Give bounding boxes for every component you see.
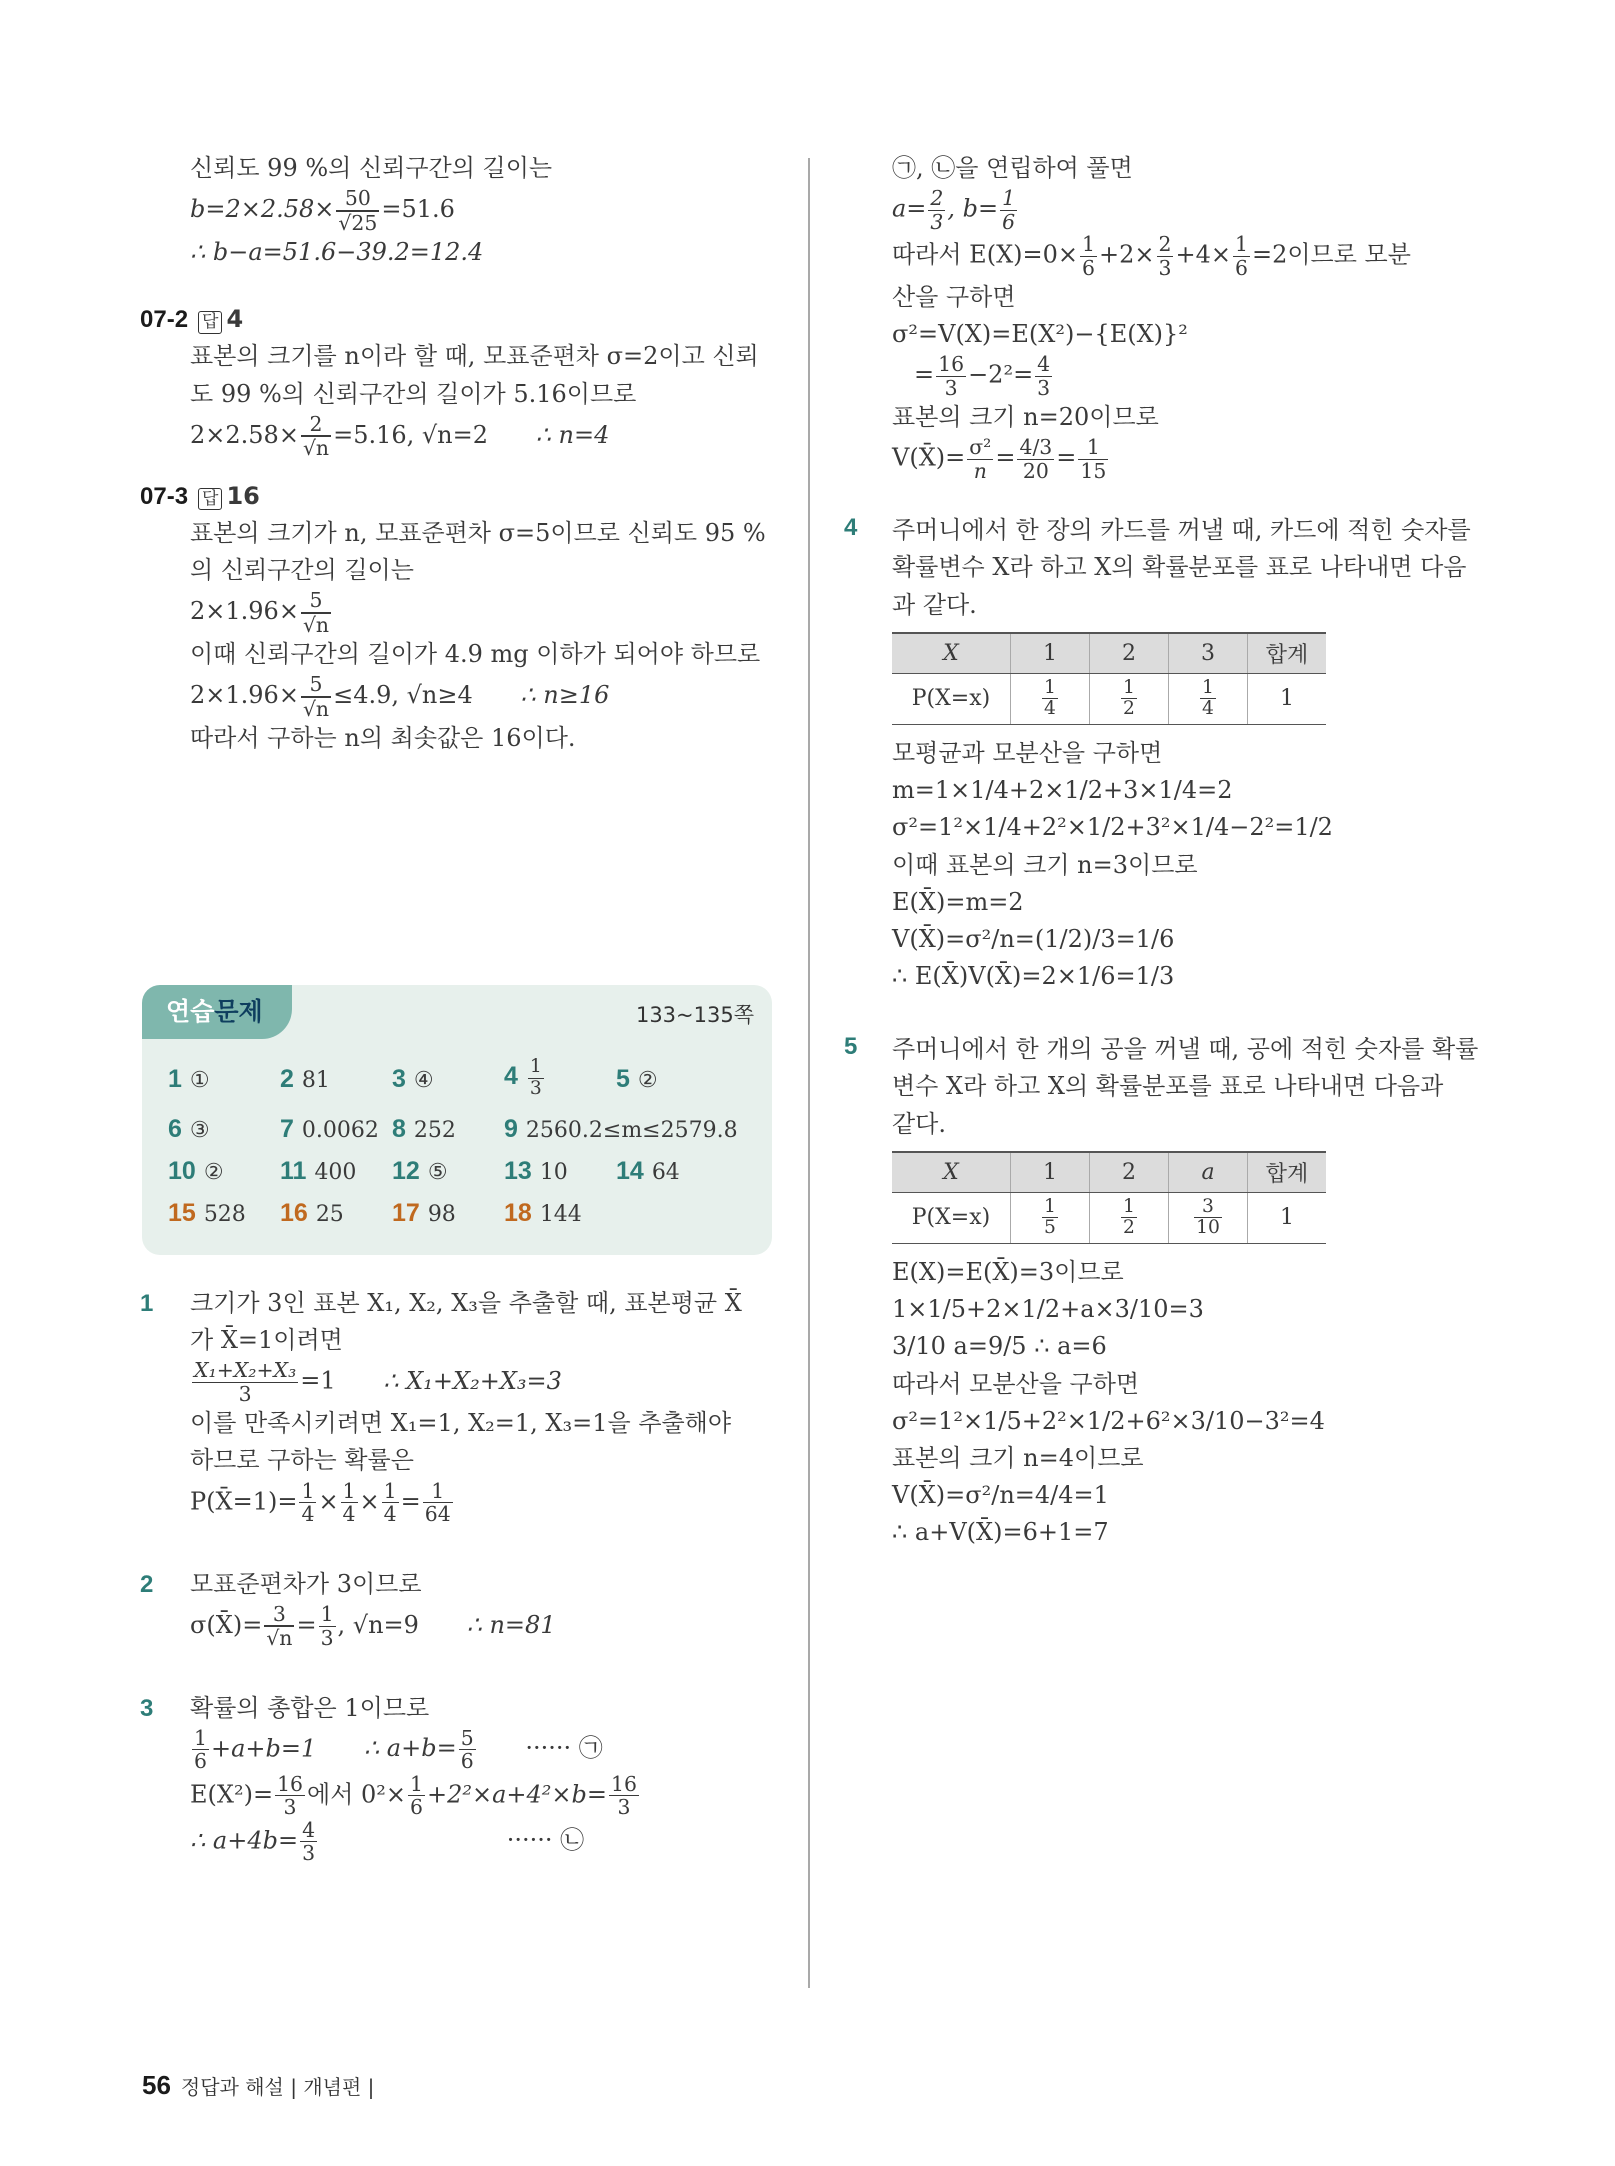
problem-2: 2 모표준편차가 3이므로 σ(X̄)= $\frac{3}{√n}$ = $\frac{1}{3}$ , √n=9 ∴ n=81: [140, 1566, 780, 1650]
practice-row: 6 ③ 7 0.0062 8 252 9 2560.2≤m≤2579.8: [168, 1115, 738, 1143]
problem-3: 3 확률의 총합은 1이므로 $\frac{1}{6}$ +a+b=1 ∴ a+b= $\frac{5}{6}$ ······ ㉠ E(X²)= $\frac{16}{3}$ 에서 0²× $\frac{1}{6}$ +2²×a+4²×b= $\frac{16}{3}$ ∴ a+4b= $\frac{4}{3}$ ······ ㉡: [140, 1690, 780, 1865]
probability-table: X 1 2 a 합계 P(X=x) $\frac{1}{5}$ $\frac{1}{2}$ $\frac{3}{10}$ 1: [892, 1151, 1326, 1244]
answer-value: 16: [226, 481, 260, 510]
left-column-lower: [140, 1285, 780, 1864]
practice-answers-box: [142, 985, 772, 1255]
footer-text: 정답과 해설 | 개념편 |: [180, 2075, 375, 2099]
equation: V(X̄)= $\frac{\text{σ²}}{n}$ = $\frac{4/3}{20}$ = $\frac{1}{15}$: [892, 435, 1107, 483]
practice-row: 15 528 16 25 17 98 18 144: [168, 1199, 582, 1227]
problem-07-2: 07-2 답 4 표본의 크기를 n이라 할 때, 모표준편차 σ=2이고 신뢰 도 99 %의 신뢰구간의 길이가 5.16이므로 2×2.58× $\frac{2}{√n}$ =5.16, √n=2 ∴ n=4: [140, 301, 780, 459]
b-equation: b=2×2.58× $\frac{50}{√25}$ =51.6: [190, 186, 455, 235]
problem-4: 4 주머니에서 한 장의 카드를 꺼낼 때, 카드에 적힌 숫자를 확률변수 X라 하고 X의 확률분포를 표로 나타내면 다음 과 같다. X 1 2 3 합계 P(X=x) $\frac{1}{4}$ $\frac{1}{2}$ $\frac{1}{4}$ 1 모평균과 모분산을 구하면 m=1×1/4+2×1/2+3×1/4=2 σ²=1²×1/4+2²×1/2+3²×1/4−2²=1/2 이때 표본의 크기 n=3이므로 E(X̄)=m=2 V(X̄)=σ²/n=(1/2)/3=1/6 ∴ E(X̄)V(X̄)=2×1/6=1/3: [844, 514, 1471, 991]
problem-5: 5 주머니에서 한 개의 공을 꺼낼 때, 공에 적힌 숫자를 확률 변수 X라 하고 X의 확률분포를 표로 나타내면 다음과 같다. X 1 2 a 합계 P(X=x) $\frac{1}{5}$ $\frac{1}{2}$ $\frac{3}{10}$ 1 E(X)=E(X̄)=3이므로 1×1/5+2×1/2+a×3/10=3 3/10 a=9/5 ∴ a=6 따라서 모분산을 구하면 σ²=1²×1/5+2²×1/2+6²×3/10−3²=4 표본의 크기 n=4이므로 V(X̄)=σ²/n=4/4=1 ∴ a+V(X̄)=6+1=7: [844, 1033, 1479, 1547]
right-column: [844, 150, 1492, 1551]
left-column: [140, 150, 780, 757]
probability-table: X 1 2 3 합계 P(X=x) $\frac{1}{4}$ $\frac{1}{2}$ $\frac{1}{4}$ 1: [892, 632, 1326, 725]
answer-mark: 답: [198, 488, 222, 510]
problem-3-continued: ㉠, ㉡을 연립하여 풀면 a= $\frac{2}{3}$ , b= $\frac{1}{6}$ 따라서 E(X)=0× $\frac{1}{6}$ +2× $\frac{2}{3}$ +4× $\frac{1}{6}$ =2이므로 모분 산을 구하면 σ²=V(X)=E(X²)−{E(X)}² = $\frac{16}{3}$ −2²= $\frac{4}{3}$ 표본의 크기 n=20이므로 V(X̄)= $\frac{\text{σ²}}{n}$ = $\frac{4/3}{20}$ = $\frac{1}{15}$: [892, 150, 1492, 482]
equation: 2×1.96× $\frac{5}{√n}$: [190, 588, 330, 637]
practice-row: 10 ② 11 400 12 ⑤ 13 10 14 64: [168, 1157, 680, 1185]
b-minus-a: ∴ b−a=51.6−39.2=12.4: [190, 238, 484, 267]
equation: P(X̄=1)= $\frac{1}{4}$ × $\frac{1}{4}$ × $\frac{1}{4}$ = $\frac{1}{64}$: [190, 1478, 451, 1527]
answer-value: 4: [226, 305, 244, 334]
equation: $\frac{\text{X₁+X₂+X₃}}{3}$ =1 ∴ X₁+X₂+X₃=3: [194, 1358, 562, 1406]
equation: a= $\frac{2}{3}$ , b= $\frac{1}{6}$: [892, 186, 1016, 234]
problem-07-3: 07-3 답 16 표본의 크기가 n, 모표준편차 σ=5이므로 신뢰도 95 % 의 신뢰구간의 길이는 2×1.96× $\frac{5}{√n}$ 이때 신뢰구간의 길이가 4.9 mg 이하가 되어야 하므로 2×1.96× $\frac{5}{√n}$ ≤4.9, √n≥4 ∴ n≥16 따라서 구하는 n의 최솟값은 16이다.: [140, 478, 780, 758]
problem-1: 1 크기가 3인 표본 X₁, X₂, X₃을 추출할 때, 표본평균 X̄ 가 X̄=1이려면 $\frac{\text{X₁+X₂+X₃}}{3}$ =1 ∴ X₁+X₂+X₃=3 이를 만족시키려면 X₁=1, X₂=1, X₃=1을 추출해야 하므로 구하는 확률은 P(X̄=1)= $\frac{1}{4}$ × $\frac{1}{4}$ × $\frac{1}{4}$ = $\frac{1}{64}$: [140, 1285, 780, 1526]
equation: E(X²)= $\frac{16}{3}$ 에서 0²× $\frac{1}{6}$ +2²×a+4²×b= $\frac{16}{3}$: [190, 1771, 637, 1820]
practice-row: 1 ① 2 81 3 ④ 4 $\frac{1}{3}$ 5 ②: [168, 1056, 658, 1099]
problem-label: 1: [140, 1290, 154, 1317]
equation: 2×2.58× $\frac{2}{√n}$ =5.16, √n=2 ∴ n=4: [190, 411, 610, 461]
intro-line: 신뢰도 99 %의 신뢰구간의 길이는: [190, 154, 553, 182]
practice-grid: [168, 1057, 768, 1241]
page-number: 56: [142, 2070, 171, 2100]
equation: ∴ a+4b= $\frac{4}{3}$ ······ ㉡: [190, 1817, 585, 1865]
practice-pages: 133~135쪽: [635, 1003, 754, 1027]
page-footer: [142, 2070, 374, 2101]
equation: 2×1.96× $\frac{5}{√n}$ ≤4.9, √n≥4 ∴ n≥16: [190, 672, 610, 721]
problem-label: 5: [844, 1033, 858, 1061]
column-divider: [808, 158, 810, 1988]
problem-label: 07-2: [140, 306, 189, 334]
problem-label: 2: [140, 1570, 154, 1598]
equation: = $\frac{16}{3}$ −2²= $\frac{4}{3}$: [914, 352, 1051, 400]
problem-label: 07-3: [140, 482, 189, 510]
equation: σ(X̄)= $\frac{3}{√n}$ = $\frac{1}{3}$ , √n=9 ∴ n=81: [190, 1601, 556, 1651]
answer-mark: 답: [198, 311, 222, 333]
equation: $\frac{1}{6}$ +a+b=1 ∴ a+b= $\frac{5}{6}$ ······ ㉠: [194, 1725, 603, 1774]
problem-label: 3: [140, 1694, 154, 1722]
practice-title: 연습문제: [142, 985, 292, 1039]
equation: 따라서 E(X)=0× $\frac{1}{6}$ +2× $\frac{2}{3}$ +4× $\frac{1}{6}$ =2이므로 모분: [892, 232, 1411, 280]
problem-label: 4: [844, 514, 858, 542]
